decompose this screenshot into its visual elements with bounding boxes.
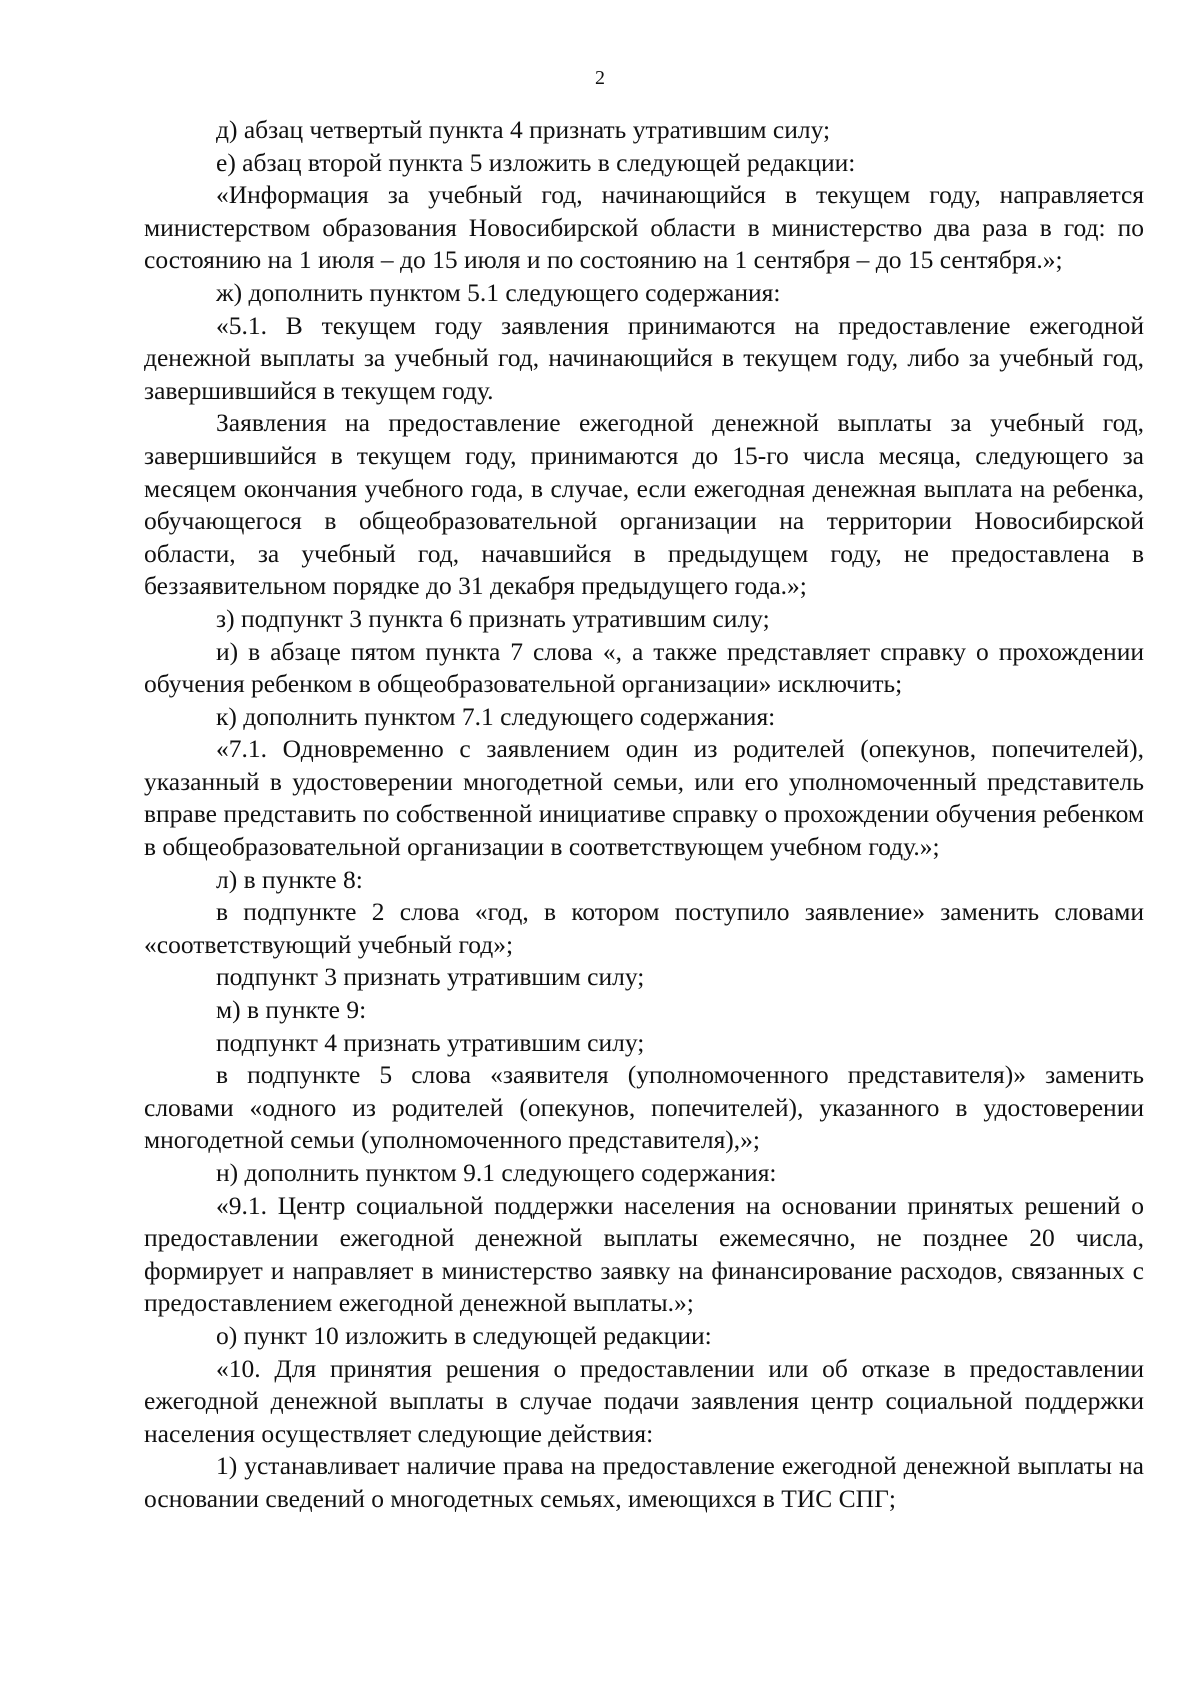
- paragraph: подпункт 3 признать утратившим силу;: [216, 962, 645, 992]
- paragraph: «5.1. В текущем году заявления принимаются на предоставление ежегодной денежной выплаты за учебный год, начинающийся в текущем году, либо за учебный год, завершившийся в текущем году.: [144, 310, 1144, 405]
- page-number: 2: [595, 67, 605, 89]
- paragraph: в подпункте 5 слова «заявителя (уполномоченного представителя)» заменить словами «одного из родителей (опекунов, попечителей), указанного в удостоверении многодетной семьи (уполномоченного представителя),»;: [144, 1060, 1144, 1155]
- paragraph: к) дополнить пунктом 7.1 следующего содержания:: [216, 701, 776, 731]
- paragraph: Заявления на предоставление ежегодной денежной выплаты за учебный год, завершившийся в текущем году, принимаются до 15-го числа месяца, следующего за месяцем окончания учебного года, в случае, если ежегодная денежная выплата на ребенка, обучающегося в общеобразовательной организации на территории Новосибирской области, за учебный год, начавшийся в предыдущем году, не предоставлена в беззаявительном порядке до 31 декабря предыдущего года.»;: [144, 408, 1144, 601]
- document-body: [144, 114, 1144, 1516]
- paragraph: з) подпункт 3 пункта 6 признать утратившим силу;: [216, 603, 770, 633]
- paragraph: и) в абзаце пятом пункта 7 слова «, а также представляет справку о прохождении обучения ребенком в общеобразовательной организации» исключить;: [144, 636, 1144, 699]
- paragraph: подпункт 4 признать утратившим силу;: [216, 1027, 645, 1057]
- paragraph: «7.1. Одновременно с заявлением один из родителей (опекунов, попечителей), указанный в удостоверении многодетной семьи, или его уполномоченный представитель вправе представить по собственной инициативе справку о прохождении обучения ребенком в общеобразовательной организации в соответствующем учебном году.»;: [144, 734, 1144, 862]
- paragraph: д) абзац четвертый пункта 4 признать утратившим силу;: [216, 115, 831, 144]
- paragraph: м) в пункте 9:: [216, 995, 367, 1025]
- paragraph: «Информация за учебный год, начинающийся в текущем году, направляется министерством образования Новосибирской области в министерство два раза в год: по состоянию на 1 июля – до 15 июля и по состоянию на 1 сентября – до 15 сентября.»;: [144, 180, 1144, 275]
- paragraph: л) в пункте 8:: [216, 864, 363, 894]
- paragraph: ж) дополнить пунктом 5.1 следующего содержания:: [216, 277, 781, 307]
- paragraph: е) абзац второй пункта 5 изложить в следующей редакции:: [216, 147, 856, 177]
- paragraph: «9.1. Центр социальной поддержки населения на основании принятых решений о предоставлении ежегодной денежной выплаты ежемесячно, не позднее 20 числа, формирует и направляет в министерство заявку на финансирование расходов, связанных с предоставлением ежегодной денежной выплаты.»;: [144, 1190, 1144, 1318]
- paragraph: н) дополнить пунктом 9.1 следующего содержания:: [216, 1158, 777, 1187]
- paragraph: 1) устанавливает наличие права на предоставление ежегодной денежной выплаты на основании сведений о многодетных семьях, имеющихся в ТИС СПГ;: [144, 1451, 1144, 1513]
- paragraph: о) пункт 10 изложить в следующей редакции:: [216, 1320, 712, 1350]
- paragraph: в подпункте 2 слова «год, в котором поступило заявление» заменить словами «соответствующий учебный год»;: [144, 897, 1144, 959]
- paragraph: «10. Для принятия решения о предоставлении или об отказе в предоставлении ежегодной денежной выплаты в случае подачи заявления центр социальной поддержки населения осуществляет следующие действия:: [144, 1353, 1144, 1448]
